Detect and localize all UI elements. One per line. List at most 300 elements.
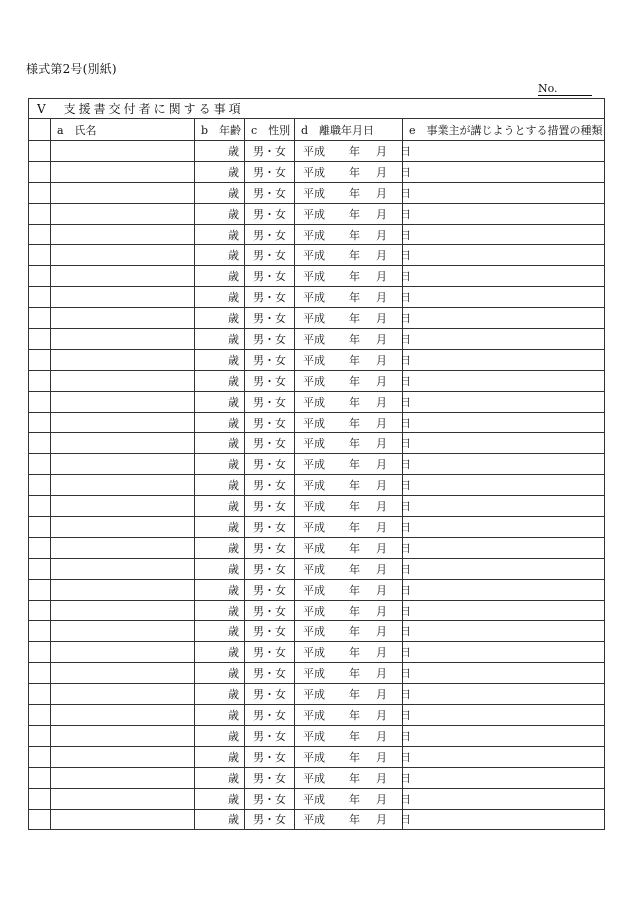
measure-cell[interactable] (403, 663, 605, 684)
row-index-cell (29, 161, 51, 182)
era-label: 平成 (303, 165, 325, 179)
measure-cell[interactable] (403, 809, 605, 830)
sex-cell[interactable] (245, 308, 295, 329)
name-cell[interactable] (51, 370, 195, 391)
age-cell[interactable] (195, 809, 245, 830)
day-unit: 日 (400, 353, 411, 367)
age-cell[interactable] (195, 725, 245, 746)
measure-cell[interactable] (403, 141, 605, 162)
date-cell[interactable] (295, 161, 411, 182)
measure-cell[interactable] (403, 496, 605, 517)
measure-header: e 事業主が講じようとする措置の種類 (403, 119, 605, 141)
sex-options: 男・女 (253, 708, 286, 722)
year-unit: 年 (349, 541, 360, 555)
row-index-header (29, 119, 51, 141)
sex-options: 男・女 (253, 186, 286, 200)
age-cell[interactable] (195, 245, 245, 266)
sex-cell[interactable] (245, 558, 295, 579)
row-index-cell (29, 705, 51, 726)
date-cell[interactable] (295, 558, 411, 579)
sex-cell[interactable] (245, 266, 295, 287)
date-cell[interactable] (295, 224, 411, 245)
date-cell[interactable] (295, 412, 411, 433)
age-cell[interactable] (195, 621, 245, 642)
table-row (29, 224, 605, 245)
sex-cell[interactable] (245, 600, 295, 621)
name-cell[interactable] (51, 266, 195, 287)
name-cell[interactable] (51, 245, 195, 266)
date-cell[interactable] (295, 349, 411, 370)
name-cell[interactable] (51, 663, 195, 684)
name-cell[interactable] (51, 349, 195, 370)
year-unit: 年 (349, 688, 360, 702)
row-index-cell (29, 621, 51, 642)
name-cell[interactable] (51, 809, 195, 830)
month-unit: 月 (376, 437, 387, 451)
day-unit: 日 (400, 458, 411, 472)
row-index-cell (29, 454, 51, 475)
year-unit: 年 (349, 479, 360, 493)
day-unit: 日 (400, 625, 411, 639)
date-cell[interactable] (295, 684, 411, 705)
sex-options: 男・女 (253, 771, 286, 785)
sex-options: 男・女 (253, 144, 286, 158)
day-unit: 日 (400, 604, 411, 618)
date-cell[interactable] (295, 266, 411, 287)
month-unit: 月 (376, 353, 387, 367)
measure-cell[interactable] (403, 182, 605, 203)
date-cell[interactable] (295, 329, 411, 350)
year-unit: 年 (349, 750, 360, 764)
sex-options: 男・女 (253, 416, 286, 430)
month-unit: 月 (376, 270, 387, 284)
measure-cell[interactable] (403, 746, 605, 767)
day-unit: 日 (400, 186, 411, 200)
name-cell[interactable] (51, 684, 195, 705)
age-cell[interactable] (195, 517, 245, 538)
year-unit: 年 (349, 332, 360, 346)
measure-cell[interactable] (403, 370, 605, 391)
sex-options: 男・女 (253, 813, 286, 827)
month-unit: 月 (376, 207, 387, 221)
age-cell[interactable] (195, 600, 245, 621)
age-cell[interactable] (195, 684, 245, 705)
sex-cell[interactable] (245, 412, 295, 433)
sex-cell[interactable] (245, 746, 295, 767)
name-cell[interactable] (51, 287, 195, 308)
name-cell[interactable] (51, 537, 195, 558)
age-cell[interactable] (195, 788, 245, 809)
era-label: 平成 (303, 604, 325, 618)
era-label: 平成 (303, 583, 325, 597)
sex-cell[interactable] (245, 705, 295, 726)
age-unit: 歳 (228, 500, 239, 514)
measure-cell[interactable] (403, 537, 605, 558)
measure-cell[interactable] (403, 245, 605, 266)
table-row (29, 621, 605, 642)
age-cell[interactable] (195, 161, 245, 182)
month-unit: 月 (376, 416, 387, 430)
date-cell[interactable] (295, 287, 411, 308)
sex-cell[interactable] (245, 579, 295, 600)
age-cell[interactable] (195, 433, 245, 454)
date-cell[interactable] (295, 475, 411, 496)
sex-cell[interactable] (245, 725, 295, 746)
age-cell[interactable] (195, 454, 245, 475)
measure-cell[interactable] (403, 475, 605, 496)
month-unit: 月 (376, 813, 387, 827)
row-index-cell (29, 496, 51, 517)
table-row (29, 537, 605, 558)
year-unit: 年 (349, 144, 360, 158)
sex-options: 男・女 (253, 583, 286, 597)
sex-cell[interactable] (245, 621, 295, 642)
date-cell[interactable] (295, 537, 411, 558)
age-unit: 歳 (228, 312, 239, 326)
age-cell[interactable] (195, 141, 245, 162)
age-cell[interactable] (195, 287, 245, 308)
name-cell[interactable] (51, 788, 195, 809)
age-unit: 歳 (228, 541, 239, 555)
row-index-cell (29, 537, 51, 558)
month-unit: 月 (376, 374, 387, 388)
age-cell[interactable] (195, 224, 245, 245)
day-unit: 日 (400, 437, 411, 451)
table-row (29, 329, 605, 350)
day-unit: 日 (400, 667, 411, 681)
table-row (29, 433, 605, 454)
age-cell[interactable] (195, 370, 245, 391)
sex-options: 男・女 (253, 729, 286, 743)
measure-cell[interactable] (403, 621, 605, 642)
day-unit: 日 (400, 270, 411, 284)
age-cell[interactable] (195, 496, 245, 517)
month-unit: 月 (376, 792, 387, 806)
month-unit: 月 (376, 646, 387, 660)
age-cell[interactable] (195, 349, 245, 370)
sex-cell[interactable] (245, 663, 295, 684)
sex-cell[interactable] (245, 767, 295, 788)
sex-cell[interactable] (245, 517, 295, 538)
age-unit: 歳 (228, 667, 239, 681)
date-cell[interactable] (295, 809, 411, 830)
row-index-cell (29, 663, 51, 684)
name-cell[interactable] (51, 433, 195, 454)
sex-cell[interactable] (245, 788, 295, 809)
age-cell[interactable] (195, 767, 245, 788)
measure-cell[interactable] (403, 454, 605, 475)
name-cell[interactable] (51, 600, 195, 621)
age-cell[interactable] (195, 475, 245, 496)
age-cell[interactable] (195, 663, 245, 684)
name-cell[interactable] (51, 308, 195, 329)
row-index-cell (29, 788, 51, 809)
era-label: 平成 (303, 374, 325, 388)
table-row (29, 600, 605, 621)
date-cell[interactable] (295, 705, 411, 726)
sex-header: c 性別 (245, 119, 295, 141)
sex-cell[interactable] (245, 391, 295, 412)
date-cell[interactable] (295, 746, 411, 767)
date-cell[interactable] (295, 308, 411, 329)
age-cell[interactable] (195, 412, 245, 433)
era-label: 平成 (303, 750, 325, 764)
year-unit: 年 (349, 604, 360, 618)
age-unit: 歳 (228, 374, 239, 388)
name-cell[interactable] (51, 579, 195, 600)
measure-cell[interactable] (403, 558, 605, 579)
sex-cell[interactable] (245, 496, 295, 517)
age-cell[interactable] (195, 266, 245, 287)
era-label: 平成 (303, 395, 325, 409)
name-cell[interactable] (51, 391, 195, 412)
month-unit: 月 (376, 332, 387, 346)
name-cell[interactable] (51, 224, 195, 245)
date-cell[interactable] (295, 370, 411, 391)
name-cell[interactable] (51, 141, 195, 162)
year-unit: 年 (349, 291, 360, 305)
date-cell[interactable] (295, 642, 411, 663)
day-unit: 日 (400, 771, 411, 785)
year-unit: 年 (349, 729, 360, 743)
age-cell[interactable] (195, 579, 245, 600)
date-cell[interactable] (295, 767, 411, 788)
measure-cell[interactable] (403, 203, 605, 224)
day-unit: 日 (400, 395, 411, 409)
row-index-cell (29, 684, 51, 705)
table-row (29, 684, 605, 705)
year-unit: 年 (349, 165, 360, 179)
sex-cell[interactable] (245, 141, 295, 162)
sex-options: 男・女 (253, 165, 286, 179)
table-row (29, 349, 605, 370)
name-cell[interactable] (51, 329, 195, 350)
name-cell[interactable] (51, 517, 195, 538)
name-cell[interactable] (51, 558, 195, 579)
name-cell[interactable] (51, 161, 195, 182)
age-cell[interactable] (195, 642, 245, 663)
row-index-cell (29, 475, 51, 496)
era-label: 平成 (303, 312, 325, 326)
date-cell[interactable] (295, 788, 411, 809)
date-cell[interactable] (295, 182, 411, 203)
measure-cell[interactable] (403, 705, 605, 726)
age-cell[interactable] (195, 558, 245, 579)
age-unit: 歳 (228, 207, 239, 221)
date-cell[interactable] (295, 517, 411, 538)
sex-cell[interactable] (245, 349, 295, 370)
sex-options: 男・女 (253, 228, 286, 242)
day-unit: 日 (400, 750, 411, 764)
age-cell[interactable] (195, 182, 245, 203)
month-unit: 月 (376, 562, 387, 576)
era-label: 平成 (303, 207, 325, 221)
name-cell[interactable] (51, 203, 195, 224)
date-cell[interactable] (295, 579, 411, 600)
sex-cell[interactable] (245, 433, 295, 454)
measure-cell[interactable] (403, 725, 605, 746)
month-unit: 月 (376, 604, 387, 618)
sex-cell[interactable] (245, 329, 295, 350)
sex-cell[interactable] (245, 475, 295, 496)
sex-cell[interactable] (245, 454, 295, 475)
measure-cell[interactable] (403, 788, 605, 809)
measure-cell[interactable] (403, 412, 605, 433)
measure-cell[interactable] (403, 433, 605, 454)
date-cell[interactable] (295, 203, 411, 224)
measure-cell[interactable] (403, 161, 605, 182)
year-unit: 年 (349, 458, 360, 472)
name-cell[interactable] (51, 412, 195, 433)
measure-cell[interactable] (403, 329, 605, 350)
age-cell[interactable] (195, 308, 245, 329)
sex-options: 男・女 (253, 270, 286, 284)
month-unit: 月 (376, 500, 387, 514)
sex-options: 男・女 (253, 604, 286, 618)
name-cell[interactable] (51, 725, 195, 746)
day-unit: 日 (400, 312, 411, 326)
age-unit: 歳 (228, 165, 239, 179)
year-unit: 年 (349, 186, 360, 200)
sex-options: 男・女 (253, 667, 286, 681)
era-label: 平成 (303, 646, 325, 660)
name-cell[interactable] (51, 182, 195, 203)
sex-cell[interactable] (245, 684, 295, 705)
row-index-cell (29, 579, 51, 600)
date-cell[interactable] (295, 663, 411, 684)
age-unit: 歳 (228, 353, 239, 367)
sex-cell[interactable] (245, 287, 295, 308)
age-cell[interactable] (195, 329, 245, 350)
year-unit: 年 (349, 312, 360, 326)
sex-cell[interactable] (245, 809, 295, 830)
measure-cell[interactable] (403, 767, 605, 788)
name-cell[interactable] (51, 642, 195, 663)
name-cell[interactable] (51, 496, 195, 517)
age-unit: 歳 (228, 771, 239, 785)
sex-options: 男・女 (253, 688, 286, 702)
sex-cell[interactable] (245, 370, 295, 391)
measure-cell[interactable] (403, 579, 605, 600)
month-unit: 月 (376, 479, 387, 493)
date-cell[interactable] (295, 454, 411, 475)
measure-cell[interactable] (403, 308, 605, 329)
date-cell[interactable] (295, 725, 411, 746)
sex-cell[interactable] (245, 203, 295, 224)
date-cell[interactable] (295, 600, 411, 621)
sex-cell[interactable] (245, 182, 295, 203)
date-cell[interactable] (295, 141, 411, 162)
era-label: 平成 (303, 729, 325, 743)
sex-cell[interactable] (245, 537, 295, 558)
name-cell[interactable] (51, 475, 195, 496)
date-cell[interactable] (295, 245, 411, 266)
table-row (29, 182, 605, 203)
name-cell[interactable] (51, 621, 195, 642)
date-cell[interactable] (295, 496, 411, 517)
year-unit: 年 (349, 667, 360, 681)
age-unit: 歳 (228, 729, 239, 743)
era-label: 平成 (303, 437, 325, 451)
measure-cell[interactable] (403, 224, 605, 245)
age-cell[interactable] (195, 746, 245, 767)
date-cell[interactable] (295, 391, 411, 412)
age-cell[interactable] (195, 391, 245, 412)
sex-options: 男・女 (253, 458, 286, 472)
name-cell[interactable] (51, 767, 195, 788)
era-label: 平成 (303, 458, 325, 472)
name-cell[interactable] (51, 746, 195, 767)
sex-options: 男・女 (253, 520, 286, 534)
age-cell[interactable] (195, 537, 245, 558)
sex-cell[interactable] (245, 224, 295, 245)
day-unit: 日 (400, 228, 411, 242)
month-unit: 月 (376, 458, 387, 472)
measure-cell[interactable] (403, 349, 605, 370)
age-unit: 歳 (228, 249, 239, 263)
age-unit: 歳 (228, 479, 239, 493)
measure-cell[interactable] (403, 642, 605, 663)
month-unit: 月 (376, 688, 387, 702)
age-cell[interactable] (195, 203, 245, 224)
age-cell[interactable] (195, 705, 245, 726)
table-row (29, 663, 605, 684)
measure-cell[interactable] (403, 684, 605, 705)
date-cell[interactable] (295, 433, 411, 454)
era-label: 平成 (303, 291, 325, 305)
sex-options: 男・女 (253, 750, 286, 764)
year-unit: 年 (349, 771, 360, 785)
year-unit: 年 (349, 562, 360, 576)
measure-cell[interactable] (403, 517, 605, 538)
sex-options: 男・女 (253, 249, 286, 263)
table-row (29, 705, 605, 726)
year-unit: 年 (349, 813, 360, 827)
measure-cell[interactable] (403, 391, 605, 412)
name-cell[interactable] (51, 454, 195, 475)
day-unit: 日 (400, 207, 411, 221)
measure-cell[interactable] (403, 287, 605, 308)
name-cell[interactable] (51, 705, 195, 726)
sex-options: 男・女 (253, 374, 286, 388)
month-unit: 月 (376, 708, 387, 722)
month-unit: 月 (376, 625, 387, 639)
date-cell[interactable] (295, 621, 411, 642)
sex-options: 男・女 (253, 437, 286, 451)
age-unit: 歳 (228, 583, 239, 597)
era-label: 平成 (303, 708, 325, 722)
measure-cell[interactable] (403, 600, 605, 621)
sex-options: 男・女 (253, 625, 286, 639)
sex-options: 男・女 (253, 353, 286, 367)
row-index-cell (29, 725, 51, 746)
sex-options: 男・女 (253, 395, 286, 409)
year-unit: 年 (349, 708, 360, 722)
day-unit: 日 (400, 332, 411, 346)
sex-cell[interactable] (245, 161, 295, 182)
day-unit: 日 (400, 688, 411, 702)
age-header: b 年齢 (195, 119, 245, 141)
name-header: a 氏名 (51, 119, 195, 141)
table-row (29, 454, 605, 475)
row-index-cell (29, 141, 51, 162)
sex-cell[interactable] (245, 245, 295, 266)
support-document-table (28, 98, 605, 830)
measure-cell[interactable] (403, 266, 605, 287)
row-index-cell (29, 287, 51, 308)
table-row (29, 517, 605, 538)
sex-cell[interactable] (245, 642, 295, 663)
